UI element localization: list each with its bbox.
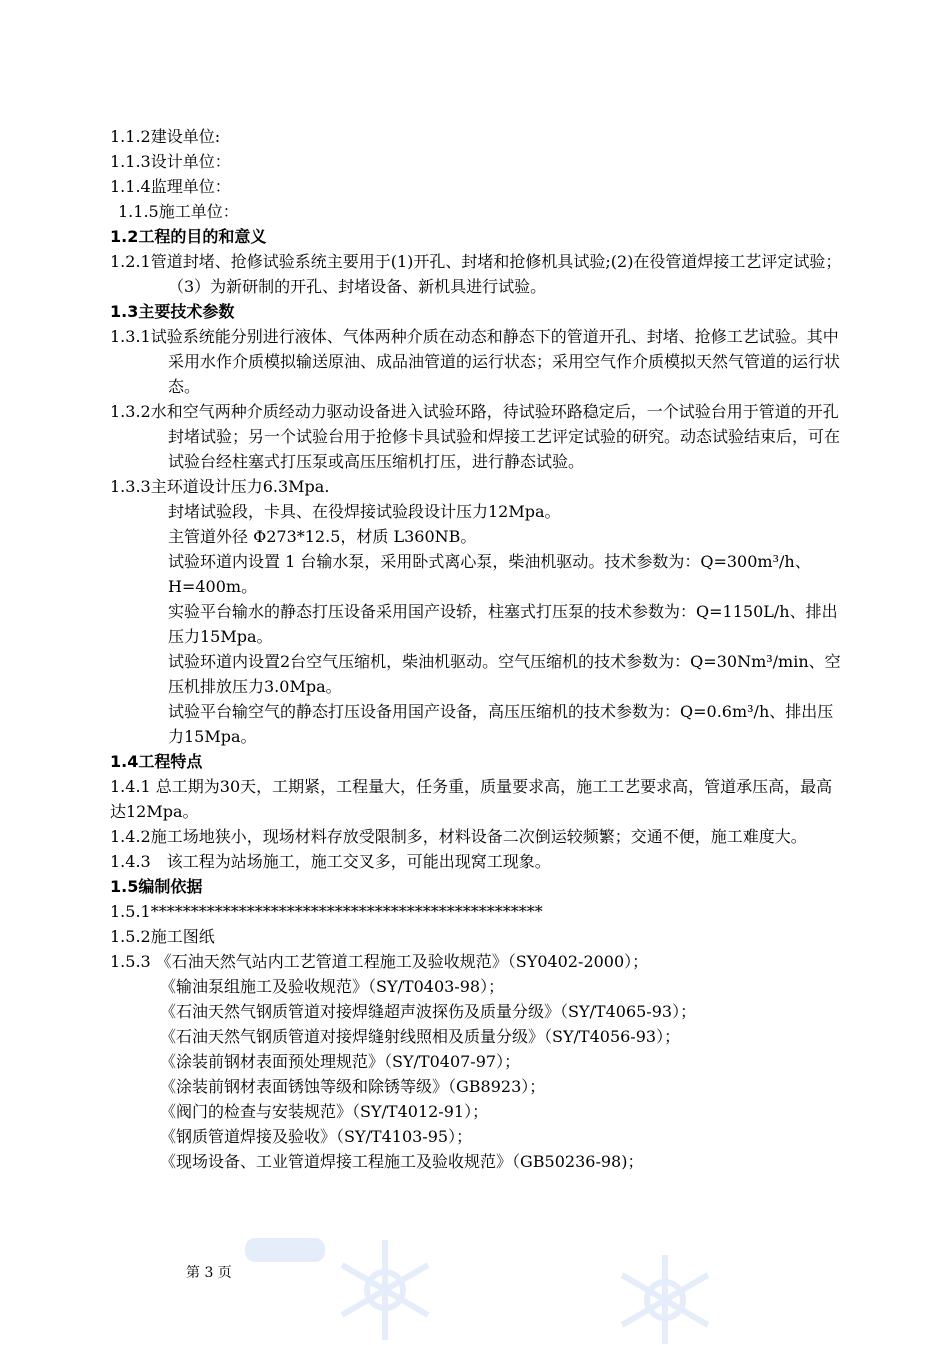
section-1-5-3: 1.5.3 《石油天然气站内工艺管道工程施工及验收规范》（SY0402-2000）； xyxy=(110,952,649,971)
param-line: 试验环道内设置 1 台输水泵，采用卧式离心泵，柴油机驱动。技术参数为：Q=300m³/h、H=400m。 xyxy=(168,552,811,596)
param-line: 实验平台输水的静态打压设备采用国产设轿，柱塞式打压泵的技术参数为：Q=1150L/h、排出压力15Mpa。 xyxy=(168,602,838,646)
section-1-3-3: 1.3.3主环道设计压力6.3Mpa. xyxy=(110,477,330,496)
section-1-5-1: 1.5.1************************************************* xyxy=(110,902,543,921)
section-1-4-2: 1.4.2施工场地狭小，现场材料存放受限制多，材料设备二次倒运较频繁；交通不便，施工难度大。 xyxy=(110,827,807,846)
heading-1-4: 1.4工程特点 xyxy=(110,752,203,771)
section-1-1-3: 1.1.3设计单位： xyxy=(110,152,231,171)
section-1-2-1: 1.2.1管道封堵、抢修试验系统主要用于(1)开孔、封堵和抢修机具试验;(2)在役管道焊接工艺评定试验；（3）为新研制的开孔、封堵设备、新机具进行试验。 xyxy=(110,252,842,296)
standard-reference: 《输油泵组施工及验收规范》（SY/T0403-98）； xyxy=(160,977,505,996)
section-1-5-2: 1.5.2施工图纸 xyxy=(110,927,215,946)
standard-reference: 《石油天然气钢质管道对接焊缝射线照相及质量分级》（SY/T4056-93）； xyxy=(160,1027,681,1046)
snowflake-watermark-icon xyxy=(610,1250,720,1344)
heading-1-5: 1.5编制依据 xyxy=(110,877,203,896)
section-1-4-3: 1.4.3 该工程为站场施工，施工交叉多，可能出现窝工现象。 xyxy=(110,852,551,871)
section-1-4-1: 1.4.1 总工期为30天，工期紧，工程量大，任务重，质量要求高，施工工艺要求高，管道承压高，最高达12Mpa。 xyxy=(110,777,833,821)
page-number: 第 3 页 xyxy=(186,1265,232,1281)
document-body xyxy=(110,124,845,1174)
section-1-1-5: 1.1.5施工单位： xyxy=(118,202,239,221)
watermark-shape-icon xyxy=(240,1230,330,1270)
param-line: 试验平台输空气的静态打压设备用国产设备，高压压缩机的技术参数为：Q=0.6m³/h、排出压力15Mpa。 xyxy=(168,702,834,746)
heading-1-3: 1.3主要技术参数 xyxy=(110,302,235,321)
snowflake-watermark-icon xyxy=(330,1235,440,1345)
standard-reference: 《涂装前钢材表面预处理规范》（SY/T0407-97）； xyxy=(160,1052,521,1071)
section-1-1-4: 1.1.4监理单位： xyxy=(110,177,231,196)
section-1-1-2: 1.1.2建设单位: xyxy=(110,127,221,146)
standard-reference: 《阀门的检查与安装规范》（SY/T4012-91）； xyxy=(160,1102,489,1121)
standard-reference: 《涂装前钢材表面锈蚀等级和除锈等级》（GB8923）； xyxy=(160,1077,546,1096)
standard-reference: 《钢质管道焊接及验收》（SY/T4103-95）； xyxy=(160,1127,473,1146)
heading-1-2: 1.2工程的目的和意义 xyxy=(110,227,267,246)
standard-reference: 《石油天然气钢质管道对接焊缝超声波探伤及质量分级》（SY/T4065-93）； xyxy=(160,1002,697,1021)
section-1-3-2: 1.3.2水和空气两种介质经动力驱动设备进入试验环路，待试验环路稳定后，一个试验台用于管道的开孔封堵试验；另一个试验台用于抢修卡具试验和焊接工艺评定试验的研究。动态试验结束后，可在试验台经柱塞式打压泵或高压压缩机打压，进行静态试验。 xyxy=(110,402,841,471)
param-line: 封堵试验段，卡具、在役焊接试验段设计压力12Mpa。 xyxy=(168,502,561,521)
standard-reference: 《现场设备、工业管道焊接工程施工及验收规范》（GB50236-98)； xyxy=(160,1152,644,1171)
param-line: 主管道外径 Φ273*12.5，材质 L360NB。 xyxy=(168,527,477,546)
param-line: 试验环道内设置2台空气压缩机，柴油机驱动。空气压缩机的技术参数为：Q=30Nm³/min、空压机排放压力3.0Mpa。 xyxy=(168,652,841,696)
section-1-3-1: 1.3.1试验系统能分别进行液体、气体两种介质在动态和静态下的管道开孔、封堵、抢修工艺试验。其中采用水作介质模拟输送原油、成品油管道的运行状态；采用空气作介质模拟天然气管道的运行状态。 xyxy=(110,327,841,396)
